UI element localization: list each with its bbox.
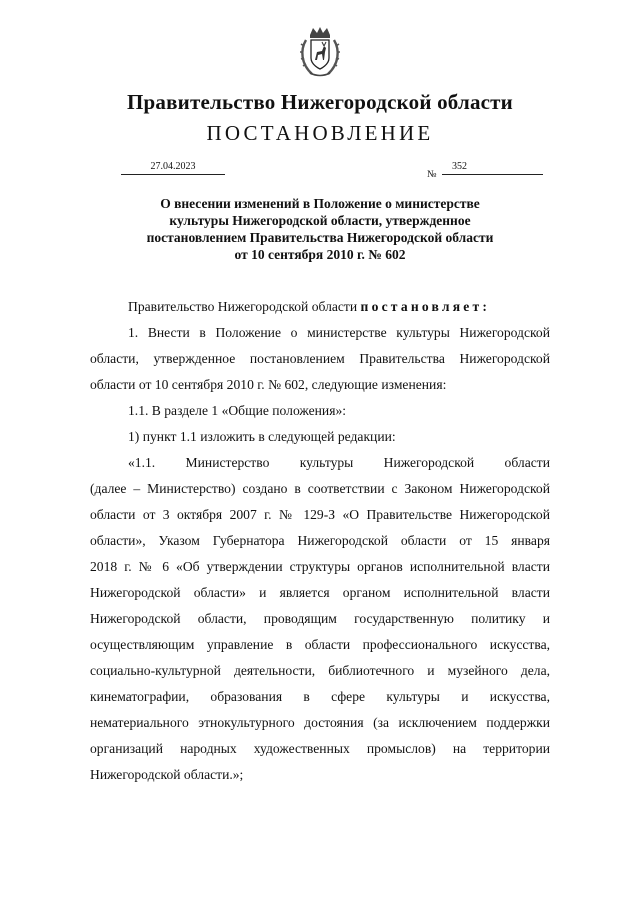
preamble: [90, 294, 550, 320]
quote-last-line: Нижегородской области.»;: [90, 767, 244, 782]
subject-line: культуры Нижегородской области, утвержденное: [169, 213, 471, 228]
quote-line: области от 3 октября 2007 г. № 129-З «О Правительстве Нижегородской: [90, 507, 550, 522]
document-number: [442, 160, 543, 175]
item1-line: области, утвержденное постановлением Правительства Нижегородской: [90, 351, 550, 366]
quote-line: области», Указом Губернатора Нижегородской области от 15 января: [90, 533, 550, 548]
item1-line: области от 10 сентября 2010 г. № 602, следующие изменения:: [90, 377, 447, 392]
quote-line: (далее – Министерство) создано в соответствии с Законом Нижегородской: [90, 481, 550, 496]
date-value: 27.04.2023: [150, 161, 196, 172]
document-body: [90, 294, 550, 788]
item1-line: 1. Внести в Положение о министерстве культуры Нижегородской: [128, 325, 550, 340]
quote-line: кинематографии, образования в сфере культуры и искусства,: [90, 689, 550, 704]
subitem-1: 1) пункт 1.1 изложить в следующей редакции:: [128, 429, 396, 444]
document-subject: [120, 195, 520, 263]
number-value: 352: [452, 161, 467, 172]
preamble-verb: постановляет:: [360, 299, 491, 314]
quote-line: Нижегородской области, проводящим государственную политику и: [90, 611, 550, 626]
coat-of-arms-icon: [298, 26, 342, 78]
quote-line: социально-культурной деятельности, библиотечного и музейного дела,: [90, 663, 550, 678]
subject-line: постановлением Правительства Нижегородской области: [146, 230, 494, 245]
document-date: [121, 160, 225, 175]
date-underline: [121, 174, 225, 175]
number-underline: [442, 174, 543, 175]
subject-line: от 10 сентября 2010 г. № 602: [234, 247, 406, 262]
document-type: ПОСТАНОВЛЕНИЕ: [206, 121, 434, 145]
preamble-text: Правительство Нижегородской области: [128, 299, 361, 314]
item1-1: 1.1. В разделе 1 «Общие положения»:: [128, 403, 347, 418]
quote-line: нематериального этнокультурного достояния (за исключением поддержки: [90, 715, 550, 730]
government-title: Правительство Нижегородской области: [127, 90, 513, 114]
quote-line: 2018 г. № 6 «Об утверждении структуры органов исполнительной власти: [90, 559, 550, 574]
quote-line: «1.1. Министерство культуры Нижегородской области: [128, 455, 550, 470]
quote-line: осуществляющим управление в области профессионального искусства,: [90, 637, 550, 652]
quote-line: Нижегородской области» и является органом исполнительной власти: [90, 585, 550, 600]
subject-line: О внесении изменений в Положение о министерстве: [160, 196, 480, 211]
quote-line: организаций народных художественных промыслов) на территории: [90, 741, 550, 756]
number-sign: №: [427, 169, 437, 180]
